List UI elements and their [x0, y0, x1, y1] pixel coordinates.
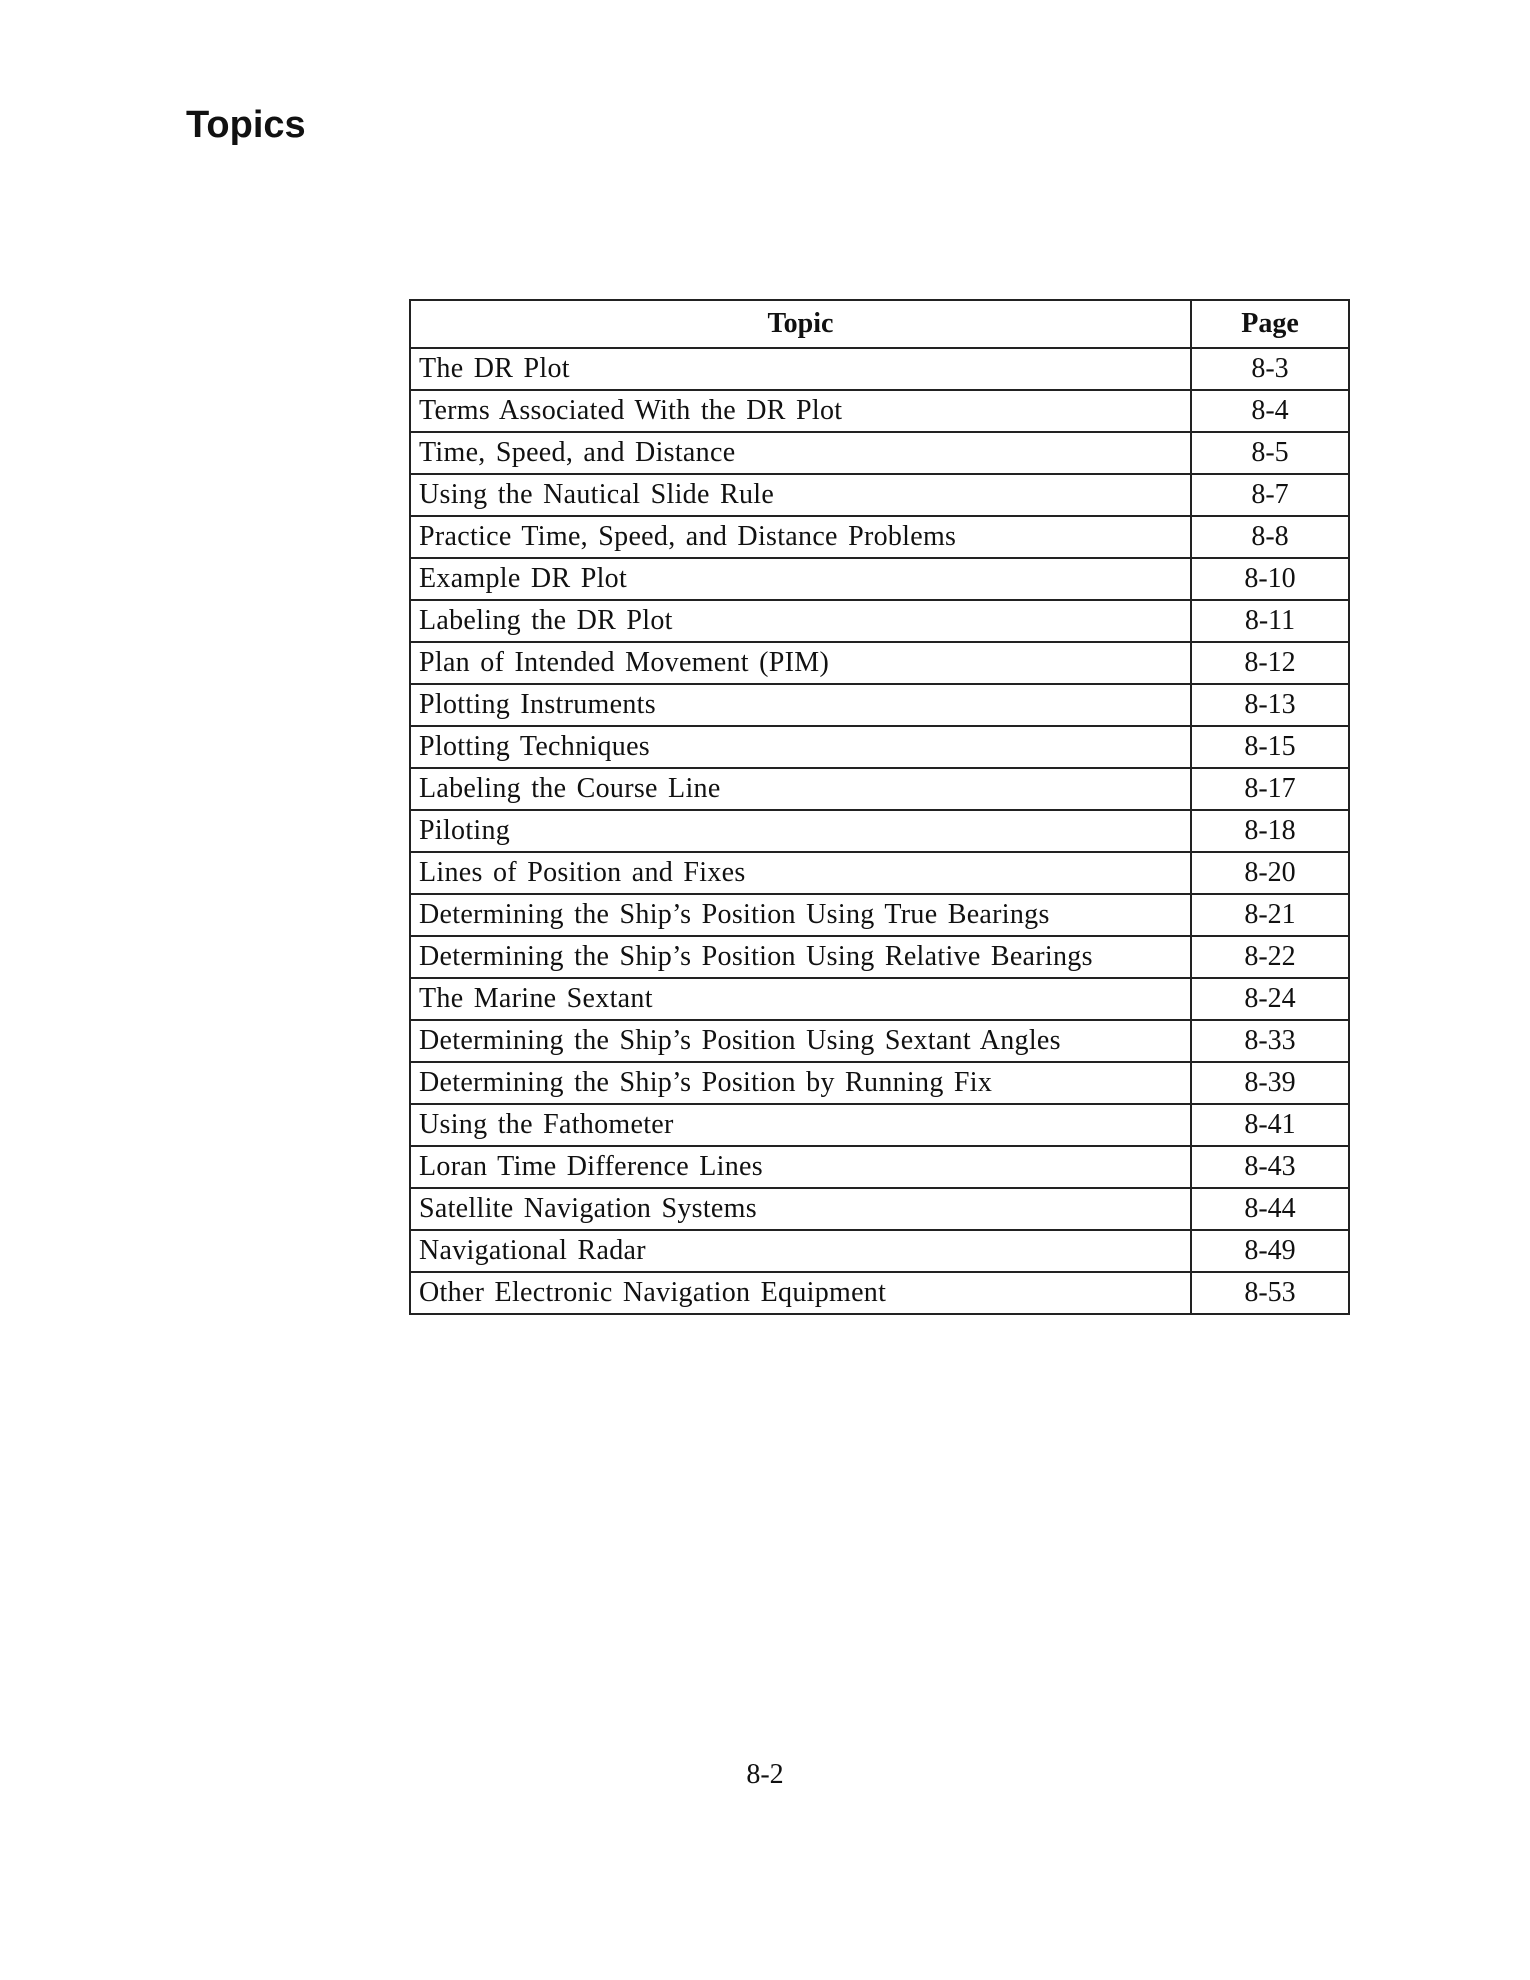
topic-cell: Terms Associated With the DR Plot — [410, 390, 1191, 432]
table-row — [410, 348, 1349, 390]
page-cell: 8-41 — [1191, 1104, 1349, 1146]
topic-cell: Example DR Plot — [410, 558, 1191, 600]
table-header-row — [410, 300, 1349, 348]
page-cell: 8-20 — [1191, 852, 1349, 894]
table-row — [410, 474, 1349, 516]
page-cell: 8-12 — [1191, 642, 1349, 684]
topic-cell: Practice Time, Speed, and Distance Problems — [410, 516, 1191, 558]
table-row — [410, 1062, 1349, 1104]
table-row — [410, 600, 1349, 642]
table-row — [410, 558, 1349, 600]
page-cell: 8-11 — [1191, 600, 1349, 642]
page-column-header: Page — [1191, 300, 1349, 348]
topic-cell: Labeling the Course Line — [410, 768, 1191, 810]
page-cell: 8-10 — [1191, 558, 1349, 600]
topic-cell: Plotting Techniques — [410, 726, 1191, 768]
table-row — [410, 1104, 1349, 1146]
topic-column-header: Topic — [410, 300, 1191, 348]
table-row — [410, 516, 1349, 558]
table-row — [410, 642, 1349, 684]
topic-cell: Using the Fathometer — [410, 1104, 1191, 1146]
table-row — [410, 936, 1349, 978]
topic-cell: Plan of Intended Movement (PIM) — [410, 642, 1191, 684]
topic-cell: Determining the Ship’s Position Using Relative Bearings — [410, 936, 1191, 978]
table-row — [410, 768, 1349, 810]
page-cell: 8-7 — [1191, 474, 1349, 516]
table-row — [410, 1188, 1349, 1230]
page-cell: 8-3 — [1191, 348, 1349, 390]
table-row — [410, 684, 1349, 726]
page-number: 8-2 — [746, 1759, 784, 1790]
topic-cell: Plotting Instruments — [410, 684, 1191, 726]
topic-cell: Loran Time Difference Lines — [410, 1146, 1191, 1188]
topic-cell: Using the Nautical Slide Rule — [410, 474, 1191, 516]
topic-cell: Lines of Position and Fixes — [410, 852, 1191, 894]
page-title: Topics — [186, 104, 306, 146]
table-row — [410, 1272, 1349, 1314]
topic-cell: Determining the Ship’s Position by Running Fix — [410, 1062, 1191, 1104]
topic-cell: Satellite Navigation Systems — [410, 1188, 1191, 1230]
page-cell: 8-17 — [1191, 768, 1349, 810]
topic-cell: The Marine Sextant — [410, 978, 1191, 1020]
page-cell: 8-44 — [1191, 1188, 1349, 1230]
page-cell: 8-22 — [1191, 936, 1349, 978]
page-cell: 8-33 — [1191, 1020, 1349, 1062]
page-cell: 8-21 — [1191, 894, 1349, 936]
page-cell: 8-24 — [1191, 978, 1349, 1020]
page-cell: 8-18 — [1191, 810, 1349, 852]
topic-cell: Navigational Radar — [410, 1230, 1191, 1272]
page-cell: 8-49 — [1191, 1230, 1349, 1272]
page-cell: 8-43 — [1191, 1146, 1349, 1188]
page-cell: 8-15 — [1191, 726, 1349, 768]
table-row — [410, 894, 1349, 936]
page-cell: 8-39 — [1191, 1062, 1349, 1104]
table-row — [410, 978, 1349, 1020]
topics-table — [409, 299, 1350, 1315]
table-row — [410, 432, 1349, 474]
page-cell: 8-8 — [1191, 516, 1349, 558]
table-row — [410, 1020, 1349, 1062]
topics-table-body — [410, 348, 1349, 1314]
topic-cell: Other Electronic Navigation Equipment — [410, 1272, 1191, 1314]
page-cell: 8-5 — [1191, 432, 1349, 474]
page-cell: 8-4 — [1191, 390, 1349, 432]
table-row — [410, 1230, 1349, 1272]
topic-cell: Labeling the DR Plot — [410, 600, 1191, 642]
table-row — [410, 390, 1349, 432]
page-cell: 8-53 — [1191, 1272, 1349, 1314]
page-cell: 8-13 — [1191, 684, 1349, 726]
topic-cell: Time, Speed, and Distance — [410, 432, 1191, 474]
topic-cell: Determining the Ship’s Position Using True Bearings — [410, 894, 1191, 936]
topic-cell: The DR Plot — [410, 348, 1191, 390]
topic-cell: Determining the Ship’s Position Using Sextant Angles — [410, 1020, 1191, 1062]
table-row — [410, 810, 1349, 852]
table-row — [410, 726, 1349, 768]
topic-cell: Piloting — [410, 810, 1191, 852]
table-row — [410, 1146, 1349, 1188]
table-row — [410, 852, 1349, 894]
